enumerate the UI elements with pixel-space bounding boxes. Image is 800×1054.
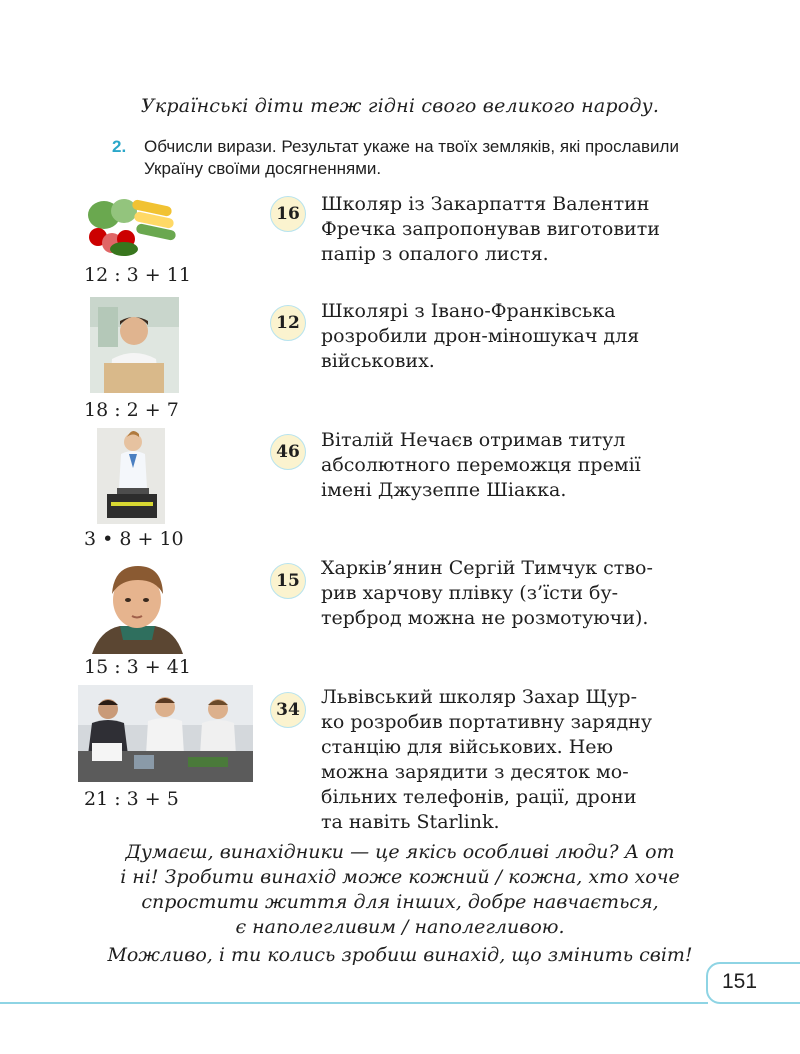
desc-line: Харків’янин Сергій Тимчук ство- <box>321 557 653 579</box>
answer-badge: 34 <box>270 692 306 728</box>
desc-line: Школярі з Івано-Франківська <box>321 300 616 322</box>
students-team-photo <box>78 685 253 782</box>
desc-line: Школяр із Закарпаття Валентин <box>321 193 650 215</box>
desc-line: Фречка запропонував виготовити <box>321 218 660 240</box>
desc-line: папір з опалого листя. <box>321 243 549 265</box>
expression: 18 : 2 + 7 <box>84 399 179 421</box>
expression: 15 : 3 + 41 <box>84 656 191 678</box>
student-photo <box>90 297 179 393</box>
desc-line: можна зарядити з десяток мо- <box>321 761 629 783</box>
page-number: 151 <box>722 970 758 993</box>
desc-line: та навіть Starlink. <box>321 811 500 833</box>
task-text: Обчисли вирази. Результат укаже на твоїх земляків, які прославили Україну своїми досягненнями. <box>144 137 679 178</box>
desc-line: більних телефонів, рації, дрони <box>321 786 637 808</box>
desc-line: рив харчову плівку (з’їсти бу- <box>321 582 619 604</box>
example-description <box>321 299 711 374</box>
answer-badge: 15 <box>270 563 306 599</box>
desc-line: Віталій Нечаєв отримав титул <box>321 429 626 451</box>
outro-line: спростити життя для інших, добре навчається, <box>141 891 659 913</box>
outro-line: і ні! Зробити винахід може кожний / кожна, хто хоче <box>120 866 680 888</box>
desc-line: абсолютного переможця премії <box>321 454 641 476</box>
desc-line: терброд можна не розмотуючи). <box>321 607 649 629</box>
desc-line: станцію для військових. Нею <box>321 736 614 758</box>
outro-paragraph <box>0 840 800 940</box>
expression: 21 : 3 + 5 <box>84 788 179 810</box>
task-number: 2. <box>112 137 127 156</box>
desc-line: Львівський школяр Захар Щур- <box>321 686 637 708</box>
example-description <box>321 192 711 267</box>
desc-line: ко розробив портативну зарядну <box>321 711 652 733</box>
vegetables-photo <box>84 193 184 257</box>
expression: 12 : 3 + 11 <box>84 264 191 286</box>
example-description <box>321 428 711 503</box>
desc-line: імені Джузеппе Шіакка. <box>321 479 567 501</box>
student-with-device-photo <box>97 428 165 524</box>
footer-divider <box>0 1002 708 1004</box>
answer-badge: 12 <box>270 305 306 341</box>
desc-line: розробили дрон-міношукач для <box>321 325 640 347</box>
intro-text: Українські діти теж гідні свого великого народу. <box>140 95 660 117</box>
example-description <box>321 685 711 835</box>
expression: 3 • 8 + 10 <box>84 528 184 550</box>
boy-portrait-photo <box>90 556 185 654</box>
outro-line: Думаєш, винахідники — це якісь особливі люди? А от <box>125 841 675 863</box>
example-description <box>321 556 711 631</box>
desc-line: військових. <box>321 350 435 372</box>
answer-badge: 16 <box>270 196 306 232</box>
closing-line: Можливо, і ти колись зробиш винахід, що змінить світ! <box>107 944 693 966</box>
task-2 <box>112 136 692 180</box>
outro-line: є наполегливим / наполегливою. <box>235 916 565 938</box>
answer-badge: 46 <box>270 434 306 470</box>
